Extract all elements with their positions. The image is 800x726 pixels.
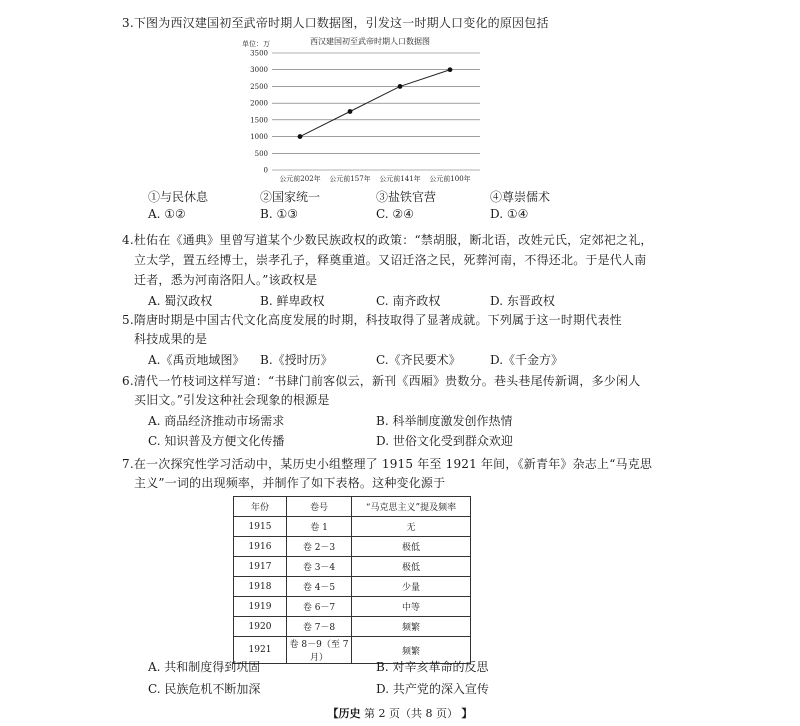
data-point (348, 109, 353, 114)
q5-choice-c: C.《齐民要术》 (376, 353, 461, 367)
q7-choice-a: A. 共和制度得到巩固 (148, 660, 261, 674)
y-tick-label: 1000 (250, 133, 268, 142)
q4-choice-c: C. 南齐政权 (376, 294, 441, 308)
q3-choice-d: D. ①④ (490, 207, 529, 221)
q5-choice-d: D.《千金方》 (490, 353, 564, 367)
table-cell: 卷 2－3 (287, 537, 352, 557)
x-tick-label: 公元前202年 (279, 175, 321, 183)
x-tick-label: 公元前157年 (329, 175, 371, 183)
q3-option-3: ③盐铁官营 (376, 190, 437, 204)
q5-choice-b: B.《授时历》 (260, 353, 333, 367)
table-row (234, 597, 471, 617)
q4-choice-b: B. 鲜卑政权 (260, 294, 325, 308)
y-tick-label: 2500 (250, 82, 268, 91)
q5-stem-line-1: 5.隋唐时期是中国古代文化高度发展的时期，科技取得了显著成就。下列属于这一时期代表性 (122, 313, 622, 327)
data-point (448, 67, 453, 72)
q6-choice-b: B. 科举制度激发创作热情 (376, 414, 513, 428)
q5-stem-line-2: 科技成果的是 (134, 332, 208, 346)
footer-page: 第 2 页（共 8 页） (364, 707, 458, 720)
q3-option-4: ④尊崇儒术 (490, 190, 551, 204)
chart-title: 西汉建国初至武帝时期人口数据图 (310, 37, 430, 46)
q3-choice-a: A. ①② (148, 207, 186, 221)
q4-choice-d: D. 东晋政权 (490, 294, 555, 308)
x-tick-label: 公元前141年 (379, 175, 421, 183)
marxism-frequency-table (233, 496, 471, 664)
q4-stem-line-3: 迁者，悉为河南洛阳人。”该政权是 (134, 273, 318, 287)
q6-stem-line-1: 6.清代一竹枝词这样写道：“书肆门前客似云，新刊《西厢》贵数分。巷头巷尾传新调，多少闲人 (122, 374, 641, 388)
y-tick-label: 3000 (250, 66, 268, 75)
y-tick-label: 500 (254, 149, 268, 158)
q6-choice-a: A. 商品经济推动市场需求 (148, 414, 285, 428)
y-tick-label: 0 (263, 166, 268, 175)
q6-choice-c: C. 知识普及方便文化传播 (148, 434, 285, 448)
q3-stem: 3.下图为西汉建国初至武帝时期人口数据图，引发这一时期人口变化的原因包括 (122, 16, 549, 30)
table-cell: 1917 (234, 557, 287, 577)
table-row (234, 577, 471, 597)
chart-unit-label: 单位：万 (242, 40, 270, 48)
q5-choice-a: A.《禹贡地域图》 (148, 353, 245, 367)
table-header-frequency: “马克思主义”提及频率 (352, 497, 471, 517)
q6-choice-d: D. 世俗文化受到群众欢迎 (376, 434, 513, 448)
footer-close-bracket: 】 (461, 707, 473, 720)
table-cell: 频繁 (352, 617, 471, 637)
q6-stem-line-2: 买旧文。”引发这种社会现象的根源是 (134, 393, 330, 407)
table-header-year: 年份 (234, 497, 287, 517)
table-cell: 1921 (234, 637, 287, 664)
q3-option-1: ①与民休息 (148, 190, 209, 204)
q4-stem-line-2: 立太学，置五经博士，崇孝孔子，释奠重道。又诏迁洛之民，死葬河南，不得还北。于是代人南 (134, 253, 647, 267)
table-cell: 卷 7－8 (287, 617, 352, 637)
q7-stem-line-1: 7.在一次探究性学习活动中，某历史小组整理了 1915 年至 1921 年间，《新青年》杂志上“马克思 (122, 457, 653, 471)
table-cell: 少量 (352, 577, 471, 597)
table-cell: 卷 4－5 (287, 577, 352, 597)
table-cell: 卷 1 (287, 517, 352, 537)
data-point (398, 84, 403, 89)
y-tick-label: 3500 (250, 49, 268, 58)
x-tick-label: 公元前100年 (429, 175, 471, 183)
page-footer (0, 705, 800, 721)
table-cell: 1916 (234, 537, 287, 557)
q4-stem-line-1: 4.杜佑在《通典》里曾写道某个少数民族政权的政策：“禁胡服，断北语，改姓元氏，定郊祀之礼， (122, 233, 653, 247)
table-cell: 卷 6－7 (287, 597, 352, 617)
q7-choice-d: D. 共产党的深入宣传 (376, 682, 489, 696)
table-cell: 卷 3－4 (287, 557, 352, 577)
table-row (234, 557, 471, 577)
table-cell: 卷 8－9（至 7 月） (287, 637, 352, 664)
table-cell: 1919 (234, 597, 287, 617)
q7-choice-b: B. 对辛亥革命的反思 (376, 660, 489, 674)
y-tick-label: 2000 (250, 99, 268, 108)
table-cell: 1920 (234, 617, 287, 637)
table-cell: 极低 (352, 537, 471, 557)
q7-stem-line-2: 主义”一词的出现频率，并制作了如下表格。这种变化源于 (134, 476, 446, 490)
table-header-row (234, 497, 471, 517)
q3-option-2: ②国家统一 (260, 190, 321, 204)
q3-choice-c: C. ②④ (376, 207, 414, 221)
table-cell: 1918 (234, 577, 287, 597)
table-header-volume: 卷号 (287, 497, 352, 517)
y-tick-label: 1500 (250, 116, 268, 125)
table-row (234, 617, 471, 637)
table-cell: 1915 (234, 517, 287, 537)
q7-choice-c: C. 民族危机不断加深 (148, 682, 261, 696)
population-line-chart (230, 36, 490, 196)
table-row (234, 537, 471, 557)
q4-choice-a: A. 蜀汉政权 (148, 294, 213, 308)
table-cell: 无 (352, 517, 471, 537)
footer-subject: 【历史 (327, 707, 361, 720)
table-row (234, 517, 471, 537)
data-point (298, 134, 303, 139)
table-cell: 中等 (352, 597, 471, 617)
table-cell: 频繁 (352, 637, 471, 664)
table-cell: 极低 (352, 557, 471, 577)
q3-choice-b: B. ①③ (260, 207, 298, 221)
